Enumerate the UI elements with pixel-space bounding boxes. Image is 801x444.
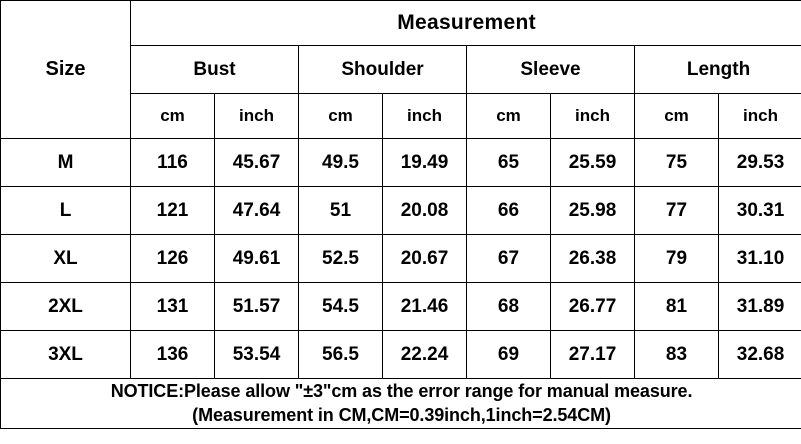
cell-value: 67 (467, 235, 551, 283)
cell-value: 26.77 (551, 283, 635, 331)
cell-value: 126 (131, 235, 215, 283)
notice-row (1, 379, 801, 429)
cell-value: 51 (299, 187, 383, 235)
cell-value: 51.57 (215, 283, 299, 331)
header-unit: inch (383, 94, 467, 139)
cell-value: 27.17 (551, 331, 635, 379)
cell-value: 20.67 (383, 235, 467, 283)
cell-value: 121 (131, 187, 215, 235)
cell-value: 116 (131, 139, 215, 187)
header-unit: inch (719, 94, 801, 139)
row-size-label: L (1, 187, 131, 235)
row-size-label: M (1, 139, 131, 187)
cell-value: 47.64 (215, 187, 299, 235)
cell-value: 25.59 (551, 139, 635, 187)
cell-value: 20.08 (383, 187, 467, 235)
cell-value: 53.54 (215, 331, 299, 379)
cell-value: 45.67 (215, 139, 299, 187)
header-measurement: Measurement (131, 1, 801, 46)
cell-value: 29.53 (719, 139, 801, 187)
header-group-bust: Bust (131, 46, 299, 94)
cell-value: 49.5 (299, 139, 383, 187)
notice-line-2: (Measurement in CM,CM=0.39inch,1inch=2.54CM) (192, 405, 611, 426)
table-row (1, 283, 801, 331)
cell-value: 79 (635, 235, 719, 283)
header-unit: cm (131, 94, 215, 139)
cell-value: 52.5 (299, 235, 383, 283)
cell-value: 54.5 (299, 283, 383, 331)
header-group-shoulder: Shoulder (299, 46, 467, 94)
cell-value: 66 (467, 187, 551, 235)
notice-cell (1, 379, 801, 429)
cell-value: 21.46 (383, 283, 467, 331)
cell-value: 30.31 (719, 187, 801, 235)
table-row (1, 235, 801, 283)
row-size-label: 2XL (1, 283, 131, 331)
cell-value: 31.89 (719, 283, 801, 331)
header-size: Size (1, 1, 131, 139)
cell-value: 22.24 (383, 331, 467, 379)
header-unit: cm (635, 94, 719, 139)
row-size-label: XL (1, 235, 131, 283)
cell-value: 25.98 (551, 187, 635, 235)
cell-value: 68 (467, 283, 551, 331)
cell-value: 81 (635, 283, 719, 331)
cell-value: 131 (131, 283, 215, 331)
header-group-length: Length (635, 46, 801, 94)
cell-value: 65 (467, 139, 551, 187)
table-row (1, 139, 801, 187)
cell-value: 49.61 (215, 235, 299, 283)
notice-line-1: NOTICE:Please allow "±3"cm as the error range for manual measure. (110, 381, 693, 401)
cell-value: 26.38 (551, 235, 635, 283)
cell-value: 136 (131, 331, 215, 379)
cell-value: 77 (635, 187, 719, 235)
cell-value: 56.5 (299, 331, 383, 379)
cell-value: 32.68 (719, 331, 801, 379)
row-size-label: 3XL (1, 331, 131, 379)
cell-value: 69 (467, 331, 551, 379)
header-unit: cm (299, 94, 383, 139)
header-unit: cm (467, 94, 551, 139)
table-row (1, 331, 801, 379)
cell-value: 19.49 (383, 139, 467, 187)
cell-value: 31.10 (719, 235, 801, 283)
header-unit: inch (551, 94, 635, 139)
cell-value: 83 (635, 331, 719, 379)
header-row-measurement (1, 1, 801, 46)
table-row (1, 187, 801, 235)
header-group-sleeve: Sleeve (467, 46, 635, 94)
cell-value: 75 (635, 139, 719, 187)
header-unit: inch (215, 94, 299, 139)
